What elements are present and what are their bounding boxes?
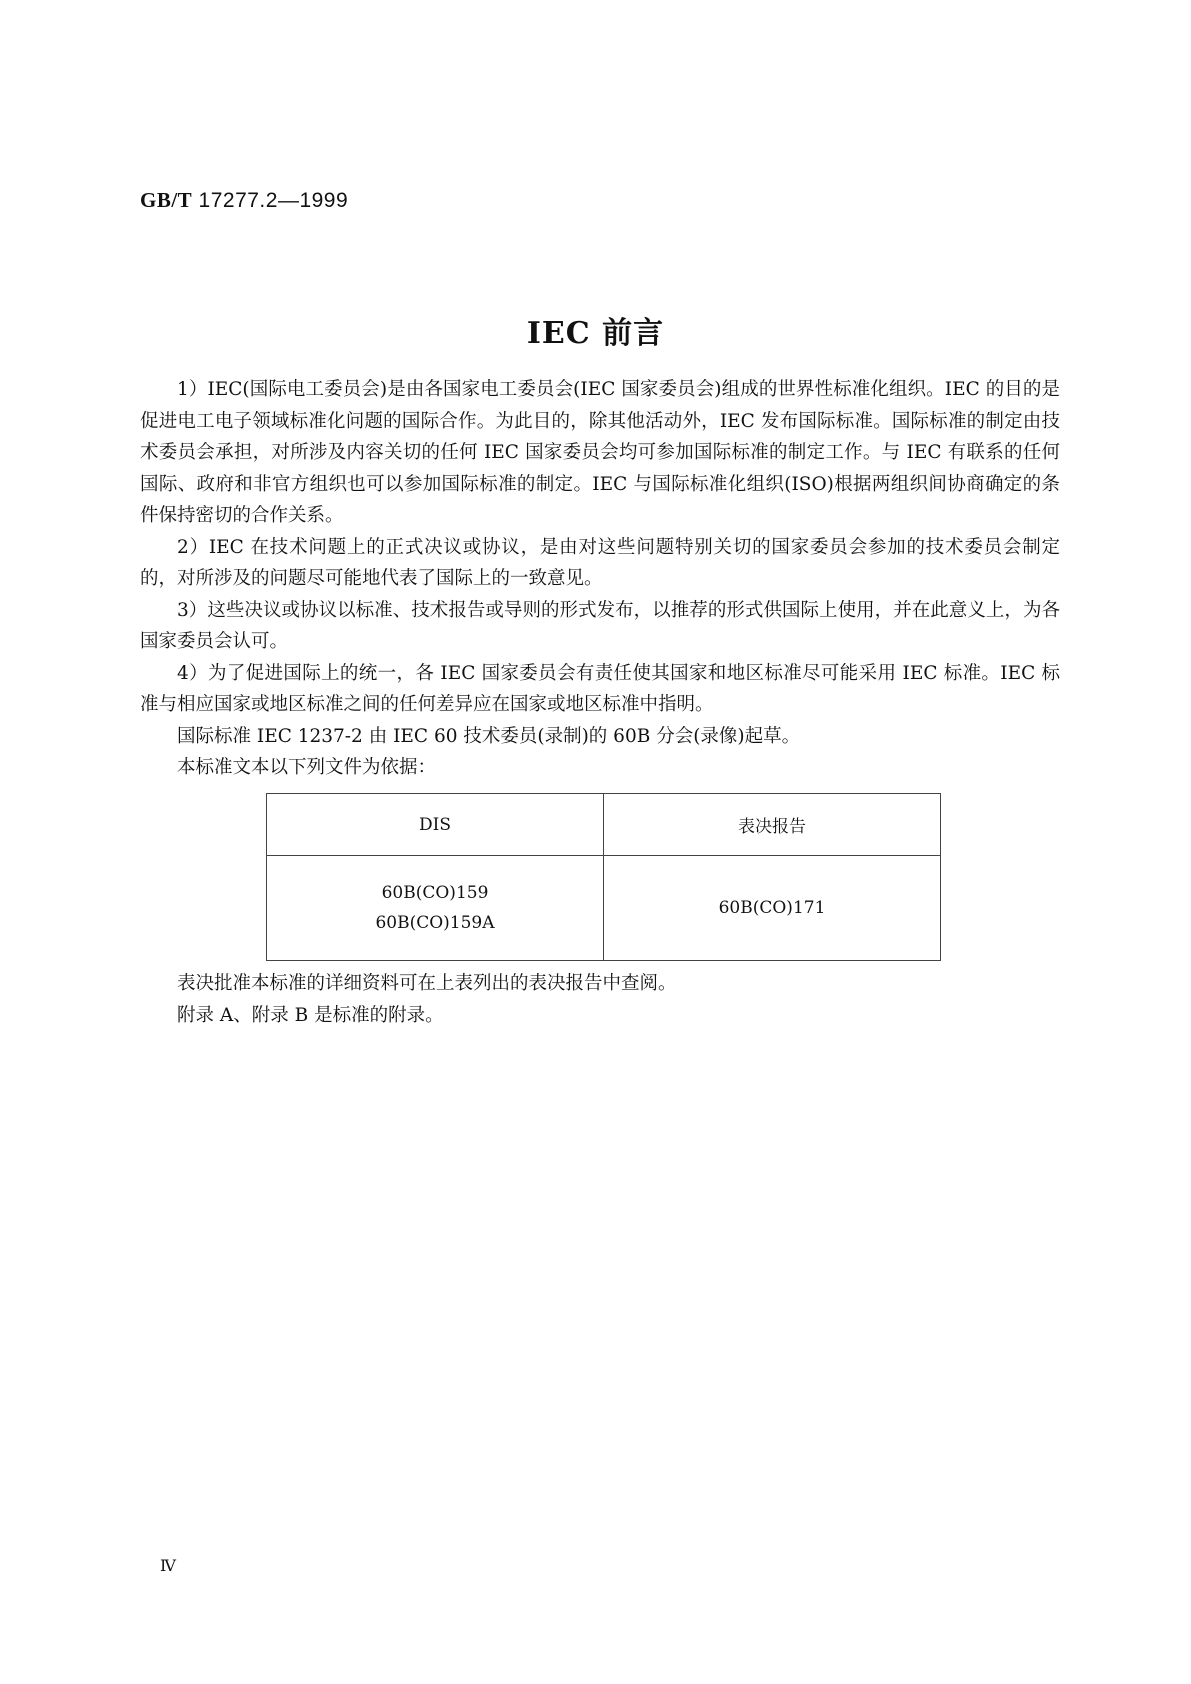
vote-value-1: 60B(CO)171: [718, 898, 826, 919]
dis-value-1: 60B(CO)159: [381, 883, 489, 904]
paragraph-6: 本标准文本以下列文件为依据：: [177, 757, 437, 778]
table-row: [267, 856, 941, 961]
paragraph-1: 1）IEC(国际电工委员会)是由各国家电工委员会(IEC 国家委员会)组成的世界性标准化组织。IEC 的目的是促进电工电子领域标准化问题的国际合作。为此目的，除其他活动外，IEC 发布国际标准。国际标准的制定由技术委员会承担，对所涉及内容关切的任何 IEC 国家委员会均可参加国际标准的制定工作。与 IEC 有联系的任何国际、政府和非官方组织也可以参加国际标准的制定。IEC 与国际标准化组织(ISO)根据两组织间协商确定的条件保持密切的合作关系。: [140, 379, 1060, 526]
after-paragraph-1: 表决批准本标准的详细资料可在上表列出的表决报告中查阅。: [177, 973, 677, 994]
table-cell-dis: [267, 856, 604, 961]
standard-code-prefix: GB/T: [140, 188, 193, 212]
table-cell-vote-report: [604, 856, 941, 961]
standard-code: [140, 188, 348, 213]
table-header-dis: DIS: [267, 794, 604, 856]
paragraph-2: 2）IEC 在技术问题上的正式决议或协议，是由对这些问题特别关切的国家委员会参加的技术委员会制定的，对所涉及的问题尽可能地代表了国际上的一致意见。: [140, 536, 1060, 589]
paragraph-3: 3）这些决议或协议以标准、技术报告或导则的形式发布，以推荐的形式供国际上使用，并在此意义上，为各国家委员会认可。: [140, 599, 1060, 652]
after-paragraph-2: 附录 A、附录 B 是标准的附录。: [177, 1004, 444, 1026]
page-number: Ⅳ: [160, 1556, 176, 1575]
table-header-row: [267, 794, 941, 856]
page-title: IEC 前言: [526, 316, 665, 351]
standard-code-number: 17277.2—1999: [198, 189, 349, 212]
paragraph-4: 4）为了促进国际上的统一，各 IEC 国家委员会有责任使其国家和地区标准尽可能采用 IEC 标准。IEC 标准与相应国家或地区标准之间的任何差异应在国家或地区标准中指明。: [140, 662, 1060, 715]
documents-table: [266, 793, 941, 961]
body-text: [140, 374, 1060, 784]
after-table-text: [140, 968, 1060, 1031]
dis-value-2: 60B(CO)159A: [375, 913, 495, 934]
paragraph-5: 国际标准 IEC 1237-2 由 IEC 60 技术委员(录制)的 60B 分会(录像)起草。: [177, 725, 801, 747]
table-header-vote-report: 表决报告: [604, 794, 941, 856]
